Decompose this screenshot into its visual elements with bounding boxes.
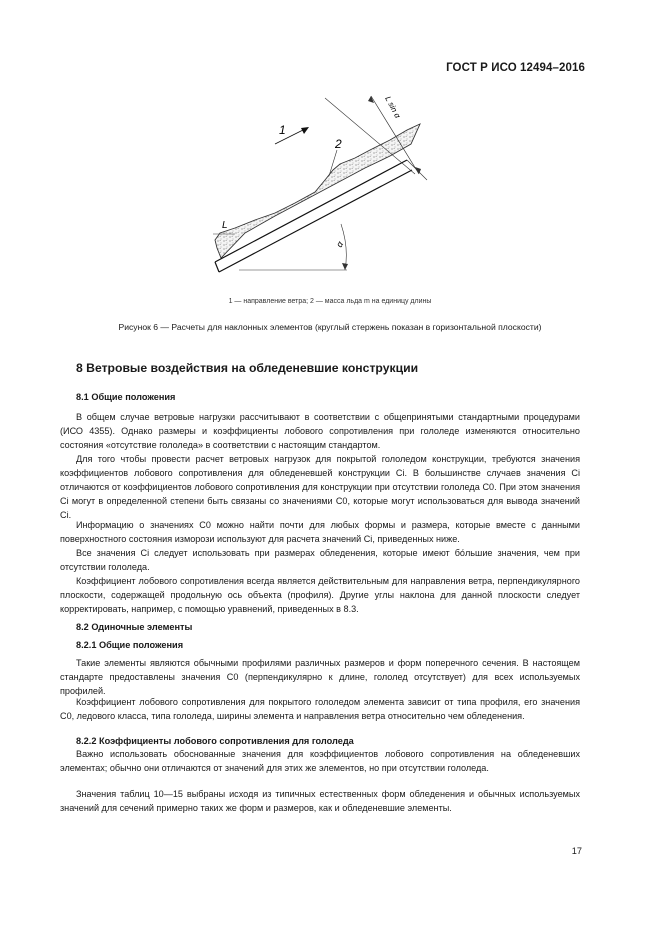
figure-label-alpha: α [334,239,346,249]
ice-mass-shape [215,124,420,258]
figure-label-2: 2 [335,137,342,151]
paragraph-8-1-1: В общем случае ветровые нагрузки рассчитывают в соответствии с общепринятыми стандартными процедурами (ИСО 4355). Однако размеры и коэффициенты лобового сопротивления при гололеде изменяются относительно состояния «отсутствие гололеда» в соответствии с настоящим стандартом. [60,412,580,450]
section-8-2-1-title: 8.2.1 Общие положения [76,640,184,650]
section-8-1-title: 8.1 Общие положения [76,392,176,402]
rod-top-edge [215,160,407,262]
figure-label-1: 1 [279,123,286,137]
paragraph-8-2-1-1: Такие элементы являются обычными профилями различных размеров и форм поперечного сечения. В настоящем стандарте предоставлены значения C0 (перпендикулярно к длине, гололед отсутствует) для всех используемых профилей. [60,658,580,696]
paragraph-8-1-3: Информацию о значениях C0 можно найти почти для любых формы и размера, которые вместе с данными поверхностного состояния изморози используют для расчета значений Ci, приведенных ниже. [60,520,580,544]
section-8-2-2-title: 8.2.2 Коэффициенты лобового сопротивления для гололеда [76,736,354,746]
section-8-2-title: 8.2 Одиночные элементы [76,622,193,632]
figure-label-L-sin-alpha: L sin α [383,94,403,120]
figure-legend: 1 — направление ветра; 2 — масса льда m на единицу длины [228,298,432,305]
figure-label-L: L [222,220,228,231]
figure-caption: Рисунок 6 — Расчеты для наклонных элементов (круглый стержень показан в горизонтальной плоскости) [118,322,542,332]
paragraph-8-2-1-2: Коэффициент лобового сопротивления для покрытого гололедом элемента зависит от типа профиля, его значения C0, ледового класса, типа гололеда, ширины элемента и направления ветра относительно чем обледенения. [60,697,580,721]
document-header: ГОСТ Р ИСО 12494–2016 [446,62,585,74]
section-8-title: 8 Ветровые воздействия на обледеневшие конструкции [76,361,419,375]
paragraph-8-1-5: Коэффициент лобового сопротивления всегда является действительным для направления ветра, перпендикулярного плоскости, содержащей продольную ось объекта (профиля). Другие углы наклона для данной плоскости следует корректировать, например, с помощью уравнений, приведенных в 8.3. [60,576,580,614]
page-number: 17 [571,846,582,856]
paragraph-8-1-4: Все значения Ci следует использовать при размерах обледенения, которые имеют бо́льшие значения, чем при отсутствии гололеда. [60,548,580,572]
paragraph-8-2-2-2: Значения таблиц 10—15 выбраны исходя из типичных естественных форм обледенения и обычных используемых значений для сечений примерно таких же форм и размеров, как и обледеневшие элементы. [60,789,580,813]
rod-bottom-edge [219,170,412,272]
paragraph-8-2-2-1: Важно использовать обоснованные значения для коэффициентов лобового сопротивления на обледеневших элементах; обычно они отличаются от значений для этих же элементов, но при отсутствии гололеда. [60,749,580,773]
figure-inclined-element-diagram [175,88,470,288]
paragraph-8-1-2: Для того чтобы провести расчет ветровых нагрузок для покрытой гололедом конструкции, требуются значения коэффициентов лобового сопротивления для обледеневшей конструкции Ci. В большинстве случаев значения Ci отличаются от коэффициентов лобового сопротивления для конструкции при отсутствии гололеда C0. При этом значения Ci могут в определенной степени быть связаны со значениями C0, которые могут использоваться для вывода значений Ci. [60,454,580,520]
rod-end-cap [215,262,219,272]
